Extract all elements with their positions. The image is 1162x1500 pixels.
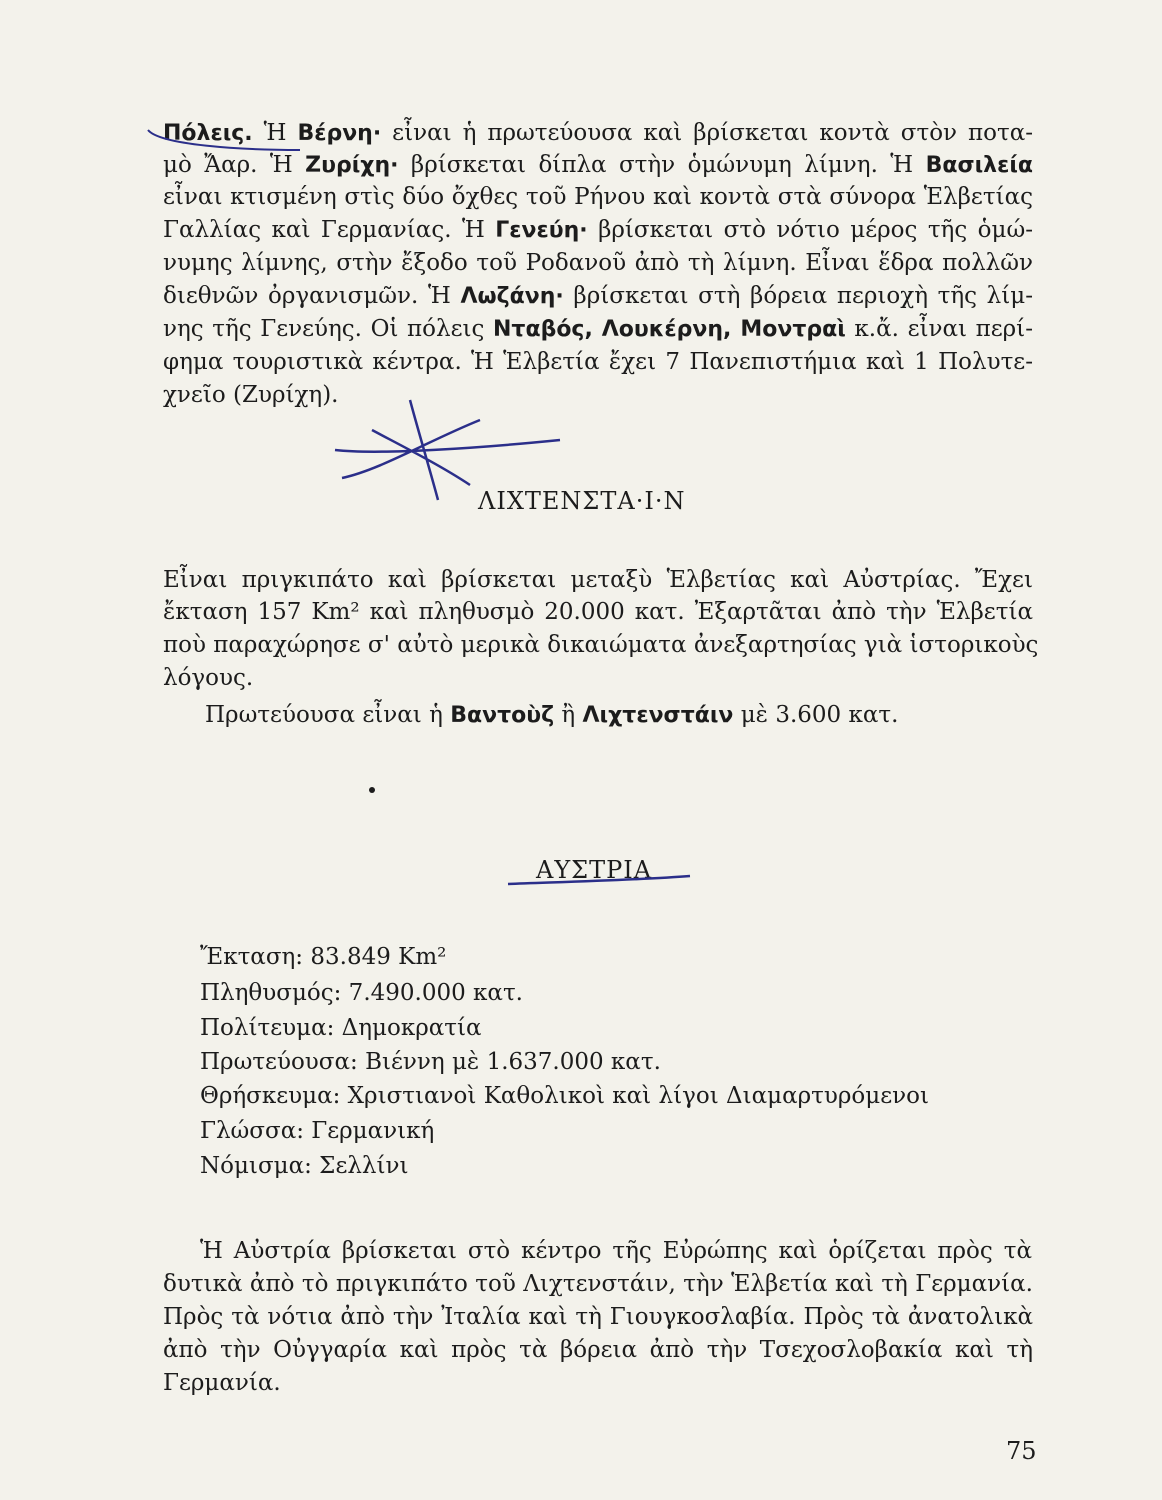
text-line: Πρὸς τὰ νότια ἀπὸ τὴν Ἰταλία καὶ τὴ Γιουγκοσλαβία. Πρὸς τὰ ἀνατολικὰ	[163, 1304, 1033, 1330]
text-line: χνεῖο (Ζυρίχη).	[163, 382, 339, 408]
text-line: νης τῆς Γενεύης. Οἱ πόλεις Νταβός, Λουκέρνη, Μοντραὶ κ.ἄ. εἶναι περί-	[163, 316, 1033, 342]
fact-area: Ἔκταση: 83.849 Km²	[200, 944, 447, 970]
text-line: ἔκταση 157 Km² καὶ πληθυσμὸ 20.000 κατ. Ἐξαρτᾶται ἀπὸ τὴν Ἑλβετία	[163, 599, 1033, 625]
text-line: νυμης λίμνης, στὴν ἔξοδο τοῦ Ροδανοῦ ἀπὸ τὴ λίμνη. Εἶναι ἕδρα πολλῶν	[163, 250, 1033, 276]
pen-dot	[369, 787, 375, 793]
text-line: Εἶναι πριγκιπάτο καὶ βρίσκεται μεταξὺ Ἑλβετίας καὶ Αὐστρίας. Ἔχει	[163, 567, 1033, 593]
text-line: λόγους.	[163, 665, 254, 691]
text-line: φημα τουριστικὰ κέντρα. Ἡ Ἑλβετία ἔχει 7 Πανεπιστήμια καὶ 1 Πολυτε-	[163, 349, 1033, 375]
text-line: μὸ Ἄαρ. Ἡ Ζυρίχη· βρίσκεται δίπλα στὴν ὁμώνυμη λίμνη. Ἡ Βασιλεία	[163, 152, 1034, 178]
text-line: Γερμανία.	[163, 1370, 281, 1396]
austria-heading: ΑΥΣΤΡΙΑ	[536, 856, 653, 884]
pen-star-mark	[335, 400, 560, 500]
text-line: Ἡ Αὐστρία βρίσκεται στὸ κέντρο τῆς Εὐρώπης καὶ ὁρίζεται πρὸς τὰ	[200, 1238, 1032, 1264]
fact-government: Πολίτευμα: Δημοκρατία	[200, 1015, 482, 1041]
page-number: 75	[1006, 1437, 1037, 1465]
liechtenstein-heading: ΛΙΧΤΕΝΣΤΑ·Ι·Ν	[478, 487, 686, 515]
text-line: Πόλεις. Ἡ Βέρνη· εἶναι ἡ πρωτεύουσα καὶ βρίσκεται κοντὰ στὸν ποτα-	[163, 120, 1033, 146]
fact-capital: Πρωτεύουσα: Βιέννη μὲ 1.637.000 κατ.	[200, 1049, 661, 1075]
text-line: δυτικὰ ἀπὸ τὸ πριγκιπάτο τοῦ Λιχτενστάιν, τὴν Ἑλβετία καὶ τὴ Γερμανία.	[163, 1271, 1033, 1297]
text-line: Γαλλίας καὶ Γερμανίας. Ἡ Γενεύη· βρίσκεται στὸ νότιο μέρος τῆς ὁμώ-	[163, 217, 1033, 243]
fact-religion: Θρήσκευμα: Χριστιανοὶ Καθολικοὶ καὶ λίγοι Διαμαρτυρόμενοι	[200, 1083, 929, 1109]
text-line: εἶναι κτισμένη στὶς δύο ὄχθες τοῦ Ρήνου καὶ κοντὰ στὰ σύνορα Ἑλβετίας	[163, 184, 1033, 210]
text-line: ἀπὸ τὴν Οὐγγαρία καὶ πρὸς τὰ βόρεια ἀπὸ τὴν Τσεχοσλοβακία καὶ τὴ	[163, 1337, 1033, 1363]
text-line: διεθνῶν ὀργανισμῶν. Ἡ Λωζάνη· βρίσκεται στὴ βόρεια περιοχὴ τῆς λίμ-	[163, 283, 1033, 309]
fact-currency: Νόμισμα: Σελλίνι	[200, 1153, 409, 1179]
capital-line: Πρωτεύουσα εἶναι ἡ Βαντοὺζ ἢ Λιχτενστάιν μὲ 3.600 κατ.	[205, 702, 899, 728]
fact-language: Γλώσσα: Γερμανική	[200, 1118, 435, 1144]
text-line: ποὺ παραχώρησε σ' αὐτὸ μερικὰ δικαιώματα ἀνεξαρτησίας γιὰ ἱστορικοὺς	[163, 632, 1039, 658]
fact-population: Πληθυσμός: 7.490.000 κατ.	[200, 980, 523, 1006]
